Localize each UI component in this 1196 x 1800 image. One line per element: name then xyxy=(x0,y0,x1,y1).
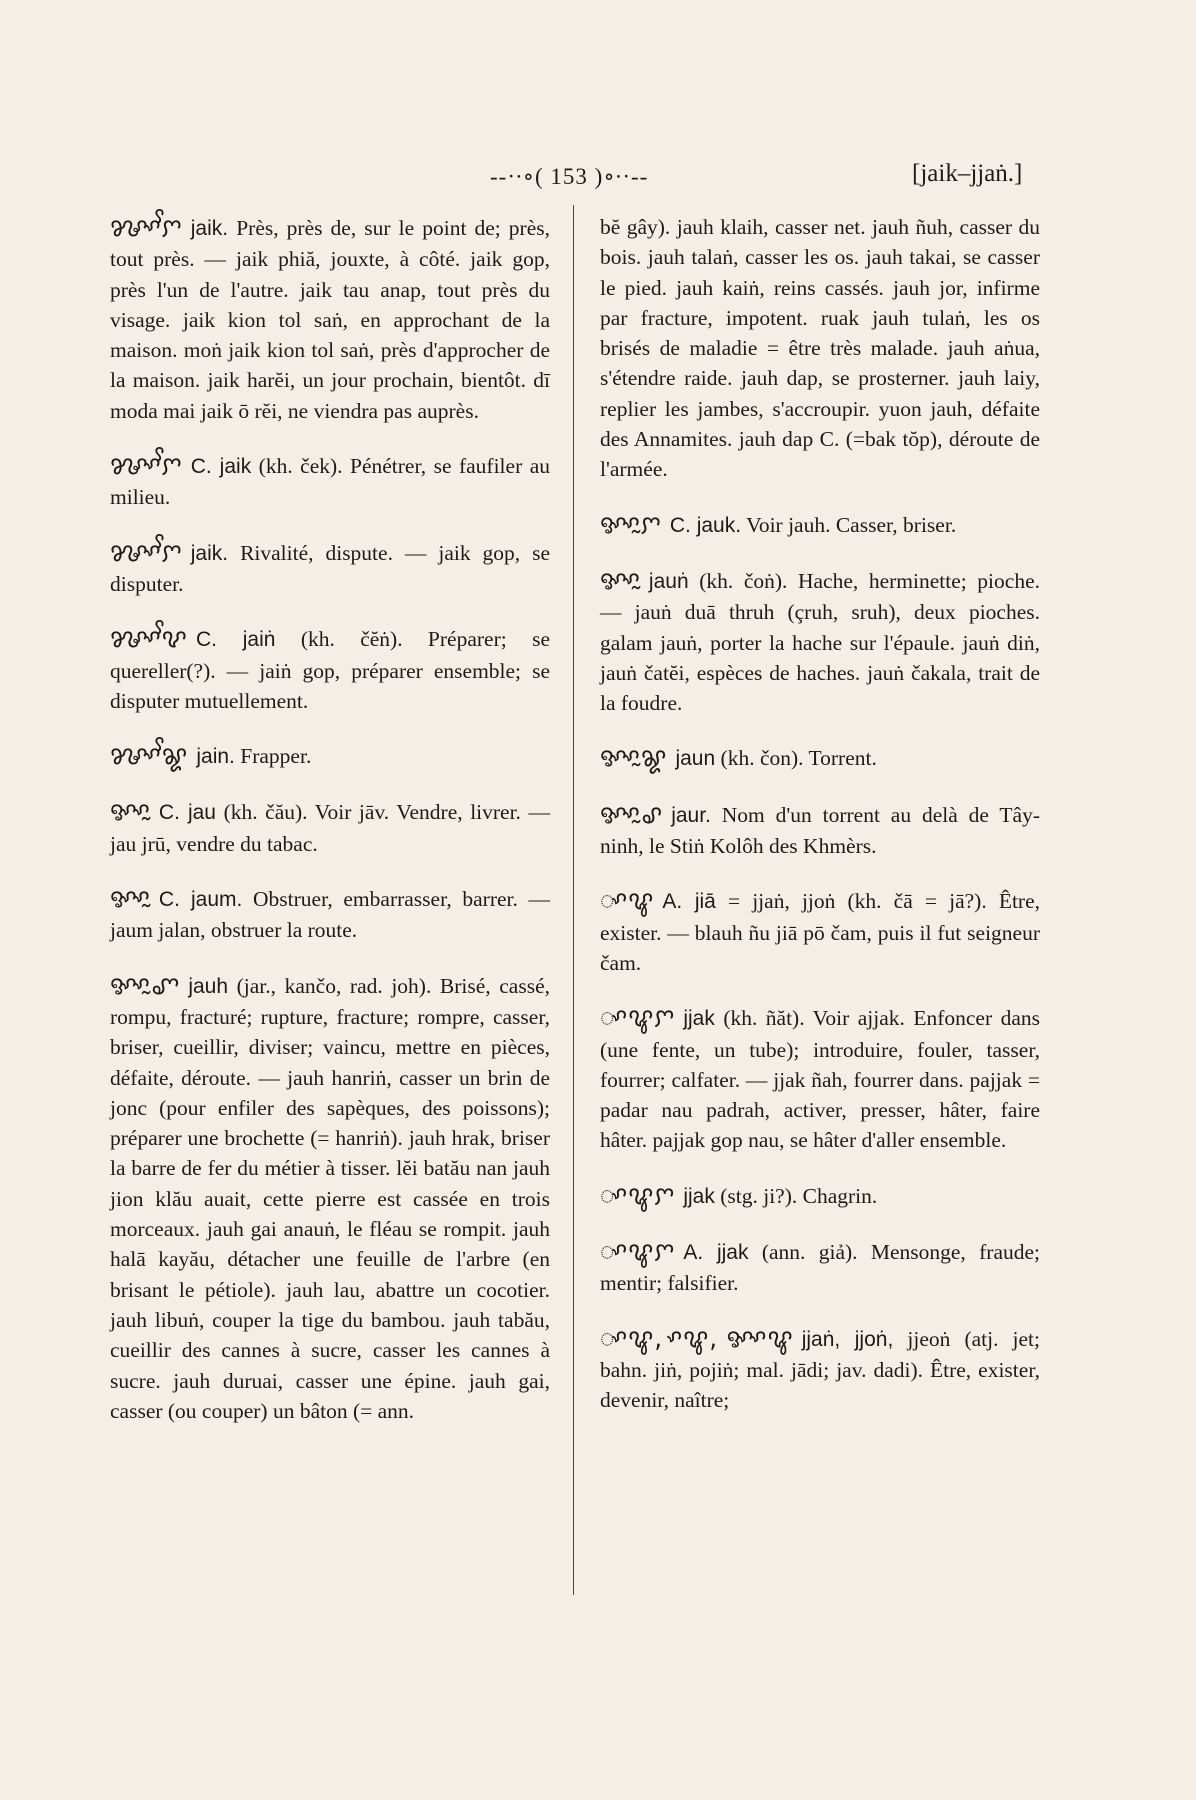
definition: jjeoṅ (atj. jet; bahn. jiṅ, pojiṅ; mal. jādi; jav. dadi). Être, exister, devenir, naître; xyxy=(600,1326,1040,1413)
dictionary-entry xyxy=(600,742,1040,774)
headword: jaun xyxy=(675,747,716,771)
headword: A. jiā xyxy=(662,890,716,914)
definition: (kh. ñăt). Voir ajjak. Enfoncer dans (une fente, un tube); introduire, fouler, tasser, fourrer; calfater. — jjak ñah, fourrer dans. pajjak = padar nau padrah, activer, presser, hâter, faire hâter. pajjak gop nau, se hâter d'aller ensemble. xyxy=(600,1006,1040,1153)
running-head: [jaik–jjaṅ.] xyxy=(912,160,1023,187)
headword: jaik. xyxy=(190,541,229,565)
definition: Nom d'un torrent au delà de Tây-ninh, le Stiṅ Kolôh des Khmèrs. xyxy=(600,802,1040,859)
dictionary-entry xyxy=(110,970,550,1426)
headword: C. jauk. xyxy=(669,513,742,537)
definition: (kh. čĕṅ). Préparer; se quereller(?). — jaiṅ gop, préparer ensemble; se disputer mutuellement. xyxy=(110,627,550,713)
headword: jjak xyxy=(683,1007,715,1031)
page-header xyxy=(0,160,1196,200)
cham-script-glyph: ꨍꨳꨩꨆ xyxy=(110,449,183,481)
headword: jain. xyxy=(196,745,235,769)
definition: (stg. ji?). Chagrin. xyxy=(720,1183,878,1208)
cham-script-glyph: ꨀꨳꨭ xyxy=(110,882,151,914)
left-column xyxy=(110,212,550,1450)
cham-script-glyph: ꨍꨳꨩꨆ xyxy=(110,536,183,568)
dictionary-entry xyxy=(110,740,550,772)
headword: jjak xyxy=(683,1184,715,1208)
cham-script-glyph: ꨍꨳꨩꨖ xyxy=(110,622,188,654)
definition: Près, près de, sur le point de; près, tout près. — jaik phiă, jouxte, à côté. jaik gop, près l'un de l'autre. jaik tau anap, tout près du visage. jaik kion tol saṅ, en approchant de la maison. moṅ jaik kion tol saṅ, près d'approcher de la maison. jaik harĕi, un jour prochain, bientôt. dī moda mai jaik ō rĕi, ne viendra pas auprès. xyxy=(110,216,551,423)
cham-script-glyph: ꨍꨳꨩꨘ xyxy=(110,739,189,771)
definition: (kh. čău). Voir jāv. Vendre, livrer. — jau jrū, vendre du tabac. xyxy=(110,800,551,856)
definition: Rivalité, dispute. — jaik gop, se disputer. xyxy=(110,540,551,596)
definition: (kh. čoṅ). Hache, herminette; pioche. — jauṅ duā thruh (çruh, sruh), deux pioches. galam jauṅ, porter la hache sur l'épaule. jauṅ diṅ, jauṅ čatĕi, espèces de haches. jauṅ čakala, trait de la foudre. xyxy=(600,568,1040,716)
dictionary-entry xyxy=(600,565,1040,718)
headword: C. jaiṅ xyxy=(195,628,276,652)
headword: C. jaum. xyxy=(158,888,243,912)
headword: A. jjak xyxy=(683,1241,749,1265)
headword: C. jaik xyxy=(190,455,252,479)
cham-script-glyph: ꨀꨳꨭꨣ xyxy=(600,798,664,830)
headword: jauh xyxy=(188,974,229,998)
cham-script-glyph: ꨀꨳꨭ xyxy=(600,564,641,596)
headword: C. jau xyxy=(158,801,216,825)
page-number: --·∙∘( 153 )∘∙·-- xyxy=(490,164,649,189)
definition: (kh. ček). Pénétrer, se faufiler au milieu. xyxy=(110,454,550,510)
definition: (ann. giả). Mensonge, fraude; mentir; falsifier. xyxy=(600,1240,1040,1296)
dictionary-entry xyxy=(110,796,550,859)
definition: (kh. čon). Torrent. xyxy=(720,746,877,771)
dictionary-entry xyxy=(110,212,550,426)
dictionary-entry xyxy=(600,1180,1040,1212)
cham-script-glyph: ꨳꨥ xyxy=(600,884,655,916)
dictionary-entry xyxy=(110,450,550,513)
dictionary-entry xyxy=(600,799,1040,862)
dictionary-entry xyxy=(600,1002,1040,1155)
cham-script-glyph: ꨀꨳꨭꨘ xyxy=(600,742,668,773)
definition: Obstruer, embarrasser, barrer. — jaum jalan, obstruer la route. xyxy=(110,887,551,943)
headword: jauṅ xyxy=(648,569,689,593)
right-column xyxy=(600,212,1040,1440)
headword: jaur. xyxy=(671,803,711,827)
definition: bĕ gây). jauh klaih, casser net. jauh ñuh, casser du bois. jauh talaṅ, casser les os. jauh takai, se casser le pied. jauh kaiṅ, reins cassés. jauh jor, infirme par fracture, impotent. ruak jauh tulaṅ, les os brisés de maladie = être très malade. jauh aṅua, s'étendre raide. jauh dap, se prosterner. jauh laiy, replier les jambes, s'accroupir. yuon jauh, défaite des Annamites. jauh dap C. (=bak tŏp), déroute de l'armée. xyxy=(600,215,1040,482)
dictionary-entry-continuation xyxy=(600,212,1040,485)
headword: jjaṅ, jjoṅ, xyxy=(801,1327,894,1351)
dictionary-entry xyxy=(110,623,550,716)
cham-script-glyph: ꨳꨥꨆ xyxy=(600,1235,676,1267)
dictionary-entry xyxy=(110,537,550,600)
definition: (jar., kančo, rad. joh). Brisé, cassé, rompu, fracturé; rupture, fracture; rompre, casser, briser, cueillir, diviser; vaincu, mettre en pièces, défaite, déroute. — jauh hanriṅ, casser un brin de jonc (pour enfiler des sapèques, des poissons); préparer une brochette (= hanriṅ). jauh hrak, briser la barre de fer du métier à tisser. lĕi batău nan jauh jion klău auait, cette pierre est cassée en trois morceaux. jauh gai anauṅ, le fléau se rompit. jauh halā kayău, détacher une feuille de l'arbre (en brisant le pétiole). jauh lau, abattre un cocotier. jauh libuṅ, couper la tige du bambou. jauh tabău, cueillir des cannes à sucre, casser les cannes à sucre. jauh duruai, casser une épine. jauh gai, casser (ou couper) un bâton (= ann. xyxy=(110,973,550,1423)
column-divider xyxy=(573,205,574,1595)
definition: Voir jauh. Casser, briser. xyxy=(746,512,957,537)
cham-script-glyph: ꨳꨥꨆ xyxy=(600,1179,676,1211)
headword: jaik. xyxy=(190,217,229,240)
dictionary-entry xyxy=(600,1323,1040,1416)
cham-script-glyph: ꨀꨳꨭꨚ xyxy=(110,969,181,1001)
dictionary-entry xyxy=(600,885,1040,978)
cham-script-glyph: ꨳꨥ, ꨳꨥ, ꨀꨳꨥ xyxy=(600,1322,794,1353)
dictionary-entry xyxy=(110,883,550,946)
cham-script-glyph: ꨍꨳꨩꨆ xyxy=(110,211,183,243)
cham-script-glyph: ꨀꨳꨭ xyxy=(110,796,151,827)
dictionary-entry xyxy=(600,509,1040,541)
definition: Frapper. xyxy=(240,744,312,769)
definition: = jjaṅ, jjoṅ (kh. čā = jā?). Être, exister. — blauh ñu jiā pō čam, puis il fut seigneur čam. xyxy=(600,889,1041,975)
dictionary-entry xyxy=(600,1236,1040,1299)
cham-script-glyph: ꨳꨥꨆ xyxy=(600,1001,676,1033)
cham-script-glyph: ꨀꨳꨭꨆ xyxy=(600,508,662,540)
